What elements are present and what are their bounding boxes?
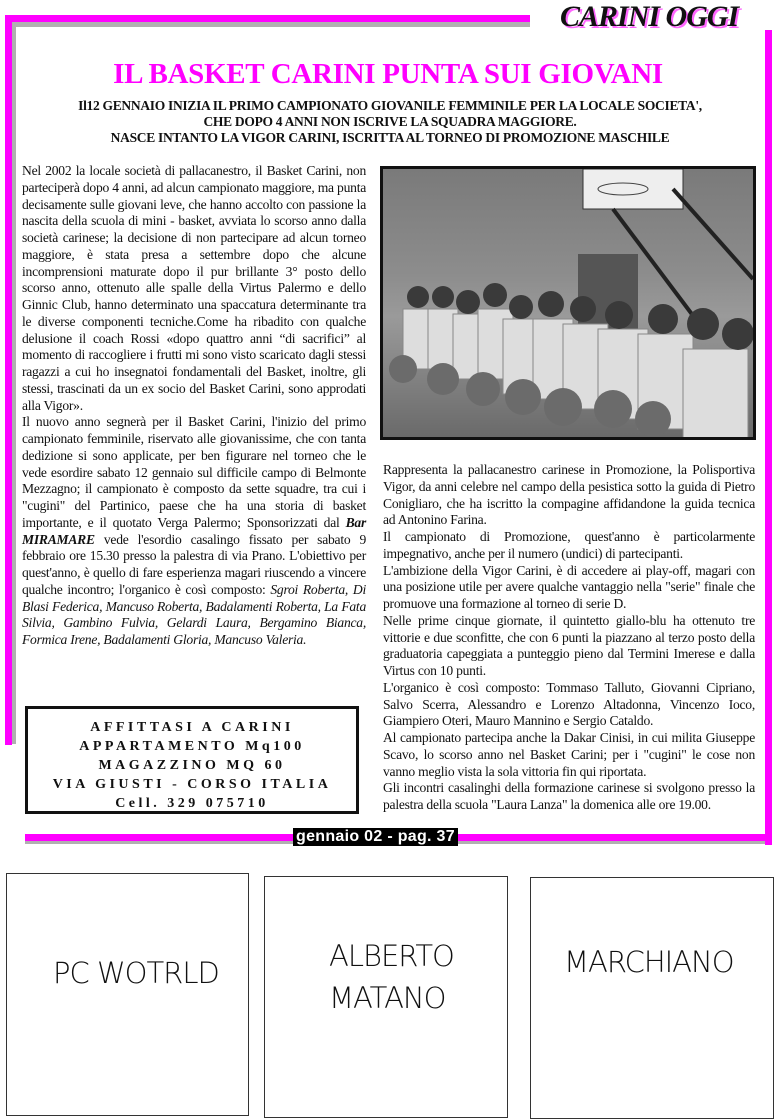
team-photo	[380, 166, 756, 440]
paragraph: Nelle prime cinque giornate, il quintetto giallo-blu ha ottenuto tre vittorie e due sconfitte, che con 6 punti la piazzano al terzo posto della graduatoria capeggiata a punteggio pieno dal Termini Imerese e dalla Virtus con 10 punti.	[383, 612, 755, 678]
frame-shadow-top	[12, 22, 530, 27]
paragraph: Al campionato partecipa anche la Dakar Cinisi, in cui milita Giuseppe Scavo, lo scorso anno nel Basket Carini; per i "cugini" le cose non vanno meglio vista la sola vittoria fin qui riportata.	[383, 730, 755, 779]
article-right-column	[383, 462, 755, 814]
label-box-alberto-matano	[264, 876, 508, 1118]
subtitle-line: NASCE INTANTO LA VIGOR CARINI, ISCRITTA AL TORNEO DI PROMOZIONE MASCHILE	[110, 130, 670, 145]
ad-line: APPARTAMENTO Mq100	[79, 739, 305, 754]
article-title: IL BASKET CARINI PUNTA SUI GIOVANI	[113, 58, 663, 90]
paragraph: L'ambizione della Vigor Carini, è di accedere ai play-off, magari con una posizione utile per avere qualche vantaggio nella "serie" finale che promuove una formazione al torneo di serie D.	[383, 562, 755, 611]
label-box-marchiano	[530, 877, 774, 1119]
paragraph: Rappresenta la pallacanestro carinese in Promozione, la Polisportiva Vigor, da anni celebre nel campo della pesistica sotto la guida di Pietro Conigliaro, che ha iscritto la compagine affidandone la guida tecnica ad Antonino Farina.	[383, 462, 755, 528]
ad-line: MAGAZZINO MQ 60	[98, 758, 286, 773]
frame-bar-left	[5, 15, 12, 745]
subtitle-line: Il12 GENNAIO INIZIA IL PRIMO CAMPIONATO GIOVANILE FEMMINILE PER LA LOCALE SOCIETA',	[78, 98, 702, 113]
paragraph-text: Il nuovo anno segnerà per il Basket Carini, l'inizio del primo campionato femminile, riservato alle giovanissime, che con tanta dedizione si sono applicate, per ben figurare nel torneo che le vede esordire sabato 12 gennaio sul difficile campo di Belmonte Mezzagno; il campionato è composto da sette squadre, tra cui i "cugini" del Partinico, paese che ha una storia di basket importante, e il quotato Verga Palermo; Sponsorizzati dal	[22, 414, 366, 530]
page-number-label: gennaio 02 - pag. 37	[293, 828, 458, 846]
team-photo-image	[383, 169, 753, 437]
ad-line: VIA GIUSTI - CORSO ITALIA	[52, 777, 332, 792]
paragraph-text: vede l'esordio casalingo fissato per sabato 9 febbraio ore 15.30 presso la palestra di via Prano. L'obiettivo per quest'anno, è quello di fare esperienza magari riuscendo a vincere qualche incontro; l'organico è così composto:	[22, 531, 366, 597]
box-label: PC WOTRLD	[53, 956, 219, 990]
frame-bar-right	[765, 30, 772, 845]
article-subtitle	[40, 98, 740, 146]
paragraph: Gli incontri casalinghi della formazione carinese si svolgono presso la palestra della scuola "Laura Lanza" la domenica alle ore 19.00.	[383, 780, 755, 812]
box-label: MATANO	[329, 981, 446, 1015]
paragraph	[22, 414, 366, 649]
paragraph: L'organico è così composto: Tommaso Talluto, Giovanni Cipriano, Salvo Scerra, Alessandro e Lorenzo Altadonna, Vincenzo Ioco, Giampiero Oteri, Mauro Mannino e Sergio Cataldo.	[383, 679, 755, 729]
box-label: MARCHIANO	[564, 945, 734, 979]
masthead-logo: CARINI OGGI	[560, 0, 739, 33]
frame-shadow-left	[12, 22, 16, 744]
ad-phone: Cell. 329 075710	[115, 796, 269, 811]
frame-bar-top	[5, 15, 530, 22]
box-label: ALBERTO	[329, 939, 454, 973]
paragraph: Nel 2002 la locale società di pallacanestro, il Basket Carini, non parteciperà dopo 4 anni, ad alcun campionato maggiore, ma punta decisamente sulle giovani leve, che hanno accolto con passione la nascita della scuola di mini - basket, avviata lo scorso anno dalla società carinese; la decisione di non partecipare ad alcun torneo maggiore, è stata presa a settembre dopo che alcune incomprensioni maturate dopo il pur brillante 3° posto dello scorso anno, ottenuto alle spalle della Virtus Palermo e dello Ginnic Club, hanno determinato una spaccatura determinante tra le diverse componenti tecniche.Come ha ribadito con qualche delusione il coach Rossi «dopo quattro anni “di sacrifici” al momento di raccogliere i frutti mi sono visto scaricato dagli stessi ragazzi a cui ho insegnatoi fondamentali del Basket, inoltre, gli stessi, trascinati da un ex socio del Basket Carini, sono approdati alla Vigor».	[22, 163, 366, 413]
label-box-pc-world	[6, 873, 249, 1116]
article-left-column	[22, 163, 366, 649]
roster: Sgroi Roberta, Di Blasi Federica, Mancuso Roberta, Badalamenti Roberta, La Fata Silvia, Gambino Fulvia, Gelardi Laura, Bergamino Bianca, Formica Irene, Badalamenti Gloria, Mancuso Valeria.	[22, 581, 366, 647]
paragraph: Il campionato di Promozione, quest'anno è particolarmente impegnativo, anche per il numero (undici) di partecipanti.	[383, 529, 755, 561]
ad-line: AFFITTASI A CARINI	[90, 720, 294, 735]
subtitle-line: CHE DOPO 4 ANNI NON ISCRIVE LA SQUADRA MAGGIORE.	[203, 114, 577, 129]
rental-ad	[25, 706, 359, 814]
sponsor-name: Bar MIRAMARE	[22, 514, 367, 547]
